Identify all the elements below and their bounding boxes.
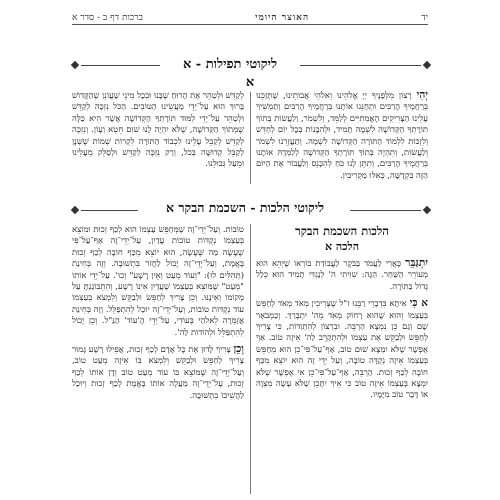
section2-right-text-2: אִיתָא בִּדְבָרֵי רַבֵּנוּ ז"ל שֶׁצְּרִיכִין מְאֹד מְאֹד לְחַפֵּשׂ בְּעַצְמוֹ וְהוּא שֶׁהוּא רָחוֹק מְאֹד מֵה' יִתְבָּרַךְ. וְכַמְבֹאָר שָׁם וְגַם כֵּן נִמְצָא הַרְבֵּה. וּבִרְצוֹן לְהִתְוַדּוֹת, כִּי צָרִיךְ לְחַפֵּשׂ וּלְבַקֵּשׁ אֶת עַצְמוֹ וּלְהִתְקָרֵב לַה' אֵיזֶה טוֹב. אַךְ אֶפְשָׁר שֶׁלֹּא יִמְצָא שׁוּם טוֹב, אַף־עַל־פִּי־כֵן הוּא מְחַפֵּשׂ בְּעַצְמוֹ אֵיזֶה נְקֻדָּה טוֹבָה, וְעַל יְדֵי זֶה הוּא יוֹצֵא מִכַּף חוֹבָה לְכַף זְכוּת. הַרְבֵּה, אַף־עַל־פִּי־כֵן אִי אֶפְשָׁר שֶׁלֹּא יִמְצָא בְּעַצְמוֹ אֵיזֶה טוֹב כִּי אֵיךְ יִתָּכֵן שֶׁלֹּא עָשָׂה מִצְוָה אוֹ דָּבָר טוֹב מִיָּמָיו. xyxy=(256,298,428,400)
running-header xyxy=(72,10,428,24)
section1-column-divider xyxy=(250,92,251,184)
book-title: האוצר היומי xyxy=(255,12,310,23)
section1-title: ליקוטי תפילות - א xyxy=(182,57,278,72)
section2-ornament-left xyxy=(72,205,138,215)
section2-lead-word: יִתְגַּבֵּר xyxy=(405,258,428,269)
section2-subheading: הלכה א xyxy=(324,240,360,253)
section2-right-text: כָּאֲרִי לַעֲמֹד בַּבֹּקֶר לַעֲבוֹדַת בּוֹרְאוֹ שֶׁיְּהֵא הוּא מְעוֹרֵר הַשַּׁחַר. הַגָּה: שִׁוִּיתִי ה' לְנֶגְדִּי תָמִיד הוּא כְּלָל גָּדוֹל בַּתּוֹרָה. xyxy=(256,258,428,291)
page-location: ברכות דף ב - סדר א xyxy=(72,12,143,23)
section2-left-text-2: צָרִיךְ לָדוּן אֶת כָּל אָדָם לְכַף זְכוּת, אֲפִילּוּ רָשָׁע גָּמוּר צָרִיךְ לְחַפֵּשׂ וּלְבַקֵּשׁ וְלִמְצֹא בּוֹ אֵיזֶה מְעַט טוֹב, וְעַל־יְדֵי־זֶה שֶׁמּוֹצֵא בּוֹ עוֹד מְעַט טוֹב וְדָן אוֹתוֹ לְכַף זְכוּת, עַל־יְדֵי־זֶה מַעֲלֶה אוֹתוֹ בֶּאֱמֶת לְכַף זְכוּת וְיוּכַל לַהֲשִׁיבוֹ בִּתְשׁוּבָה. xyxy=(72,344,244,400)
section2-right-column xyxy=(256,258,428,494)
section2-ornament-right xyxy=(350,205,430,215)
page-number: יד xyxy=(421,12,428,23)
section1-right-text: רָצוֹן מִלְּפָנֶיךָ יְיָ אֱלֹהֵינוּ וֵאלֹהֵי אֲבוֹתֵינוּ, שֶׁתְּזַכֵּנוּ בְּרַחֲמֶיךָ הָרַבִּים וּתְחָנֵּנוּ אוֹתָנוּ בְּרַחֲמֶיךָ הָרַבִּים וְתַמְשִׁיךְ עָלֵינוּ הַצָּרִיקִים הָאֲמִתִּיִּים לְלַמֵּד, וְלִשְׁמֹר, וְלַעֲשׂוֹת בְּתוֹךְ תּוֹרָתְךָ הַקְּדוֹשָׁה לִשְׁמָהּ תָּמִיד, וּלְהִבָּנוֹת בְּכָל יוֹם לְחַדֵּשׁ וְלִזְכּוֹת לִלְמוֹד הַתּוֹרָה הַקְּדוֹשָׁה לִשְׁמָהּ. וְתַעֲזְרֵנוּ לִשְׁמֹר וְלַעֲשׂוֹת, וְתִהְיֶה בְּתוֹךְ תּוֹרָתְךָ הַקְּדוֹשָׁה לְלַמְּדָהּ אוֹתָנוּ בְּרַחֲמֶיךָ הָרַבִּים, וְתִתֵּן לָנוּ כֹּחַ לְהִכָּנֵס וְלַעֲבוֹר אֶת הַיּוֹם הַזֶּה בִּקְדֻשָּׁה, כְּאִלּוּ מַקְרִיבִין. xyxy=(256,90,428,180)
section2-title: ליקוטי הלכות - השכמת הבקר א xyxy=(165,200,324,215)
section1-left-text: לְקַדֵּשׁ וּלְטַהֵר אֶת הָרוּחַ שֶׁבָּנוּ וּבְכָל מִינֵי שֶׁעֲוֹנֵן שֶׁהַקָּדוֹשׁ בָּרוּךְ הוּא עַל־יְדֵי מַעֲשֵׂינוּ הַטּוֹבִים. הַכֹּל נִזְכֶּה לְקַדֵּשׁ וּלְטַהֵר עַל־יְדֵי לִמּוּד תּוֹרָתְךָ הַקְּדוֹשָׁה אֲשֶׁר הִיא כַּלָּה שֶׁמְּתוֹךְ הַקְּדוֹשָׁה, שֶׁלֹּא יִהְיֶה לָנוּ שׁוּם חֵטְא וְעָוֹן. וְנִזְכֶּה לְקַדֵּשׁ לְקַבֵּל עָלֵינוּ לִכְבוֹד הַתּוֹרָה לִקְרוֹת שְׁמוֹת שֶׁשְּׁנָן לְקַבֵּל קְדוּשָּׁה בְּכֹל, וְרַק נִזְכֶּה לְקַדֵּשׁ וּלְסַלֵּק מֵעָלֵינוּ וּמֵעַל גְּבוּלֵנוּ. xyxy=(72,90,244,169)
section1-ornament-right xyxy=(300,60,430,70)
section1-letter: א xyxy=(245,75,255,90)
section1-left-column xyxy=(72,90,244,186)
section1-right-column xyxy=(256,90,428,186)
section1-ornament-left xyxy=(72,60,160,70)
section2-left-text: טוֹבוֹת. וְעַל־יְדֵי־זֶה שֶׁמְּחַפֵּשׂ עַצְמוֹ הוּא לְכַף זְכוּת וּמוֹצֵא בְּעַצְמוֹ נְקֻדּוֹת טוֹבוֹת עֲדַיִן, עַל־יְדֵי־זֶה אַף־עַל־פִּי שֶׁעָשָׂה מַה שֶּׁעָשָׂה, הוּא יוֹצֵא מִכַּף חוֹבָה לְכַף זְכוּת בֶּאֱמֶת, וְעַל־יְדֵי־זֶה יָכוֹל לַחֲזֹר בִּתְשׁוּבָה. וְזֶה בְּחִינַת (תְּהִלִּים לז): "וְעוֹד מְעַט וְאֵין רָשָׁע" וְכוּ'. עַל־יְדֵי אוֹתוֹ "מְעַט" שֶׁמּוֹצֵא בְּעַצְמוֹ שֶׁעֲדַיִן אֵינוֹ רָשָׁע, וְהִתְבּוֹנַנְתָּ עַל מְקוֹמוֹ וְאֵינֶנּוּ. וְכֵן צָרִיךְ לְחַפֵּשׂ וּלְבַקֵּשׁ וְלִמְצֹא בְּעַצְמוֹ עוֹד נְקֻדּוֹת טוֹבוֹת, וְעַל־יְדֵי־זֶה יוּכַל לְהִתְפַּלֵּל. וְזֶה בְּחִינַת אֲזַמְּרָה לֵאלֹהַי בְּעוֹדִי, עַל־יְדֵי הָ'עוֹד' הַנַּ"ל. וְכֵן יָכוֹל לְהִתְפַּלֵּל וּלְהוֹדוֹת לַה'. xyxy=(72,224,244,337)
section2-left-lead-word: וְכֵן xyxy=(233,343,244,356)
section1-lead-word: יְהִי xyxy=(416,90,428,101)
section2-heading: הלכות השכמת הבקר xyxy=(295,224,389,238)
header-rule xyxy=(72,24,428,25)
section2-column-divider xyxy=(250,224,251,494)
section2-lead-word-2: א כִּי xyxy=(409,297,428,310)
section2-left-column xyxy=(72,224,244,494)
